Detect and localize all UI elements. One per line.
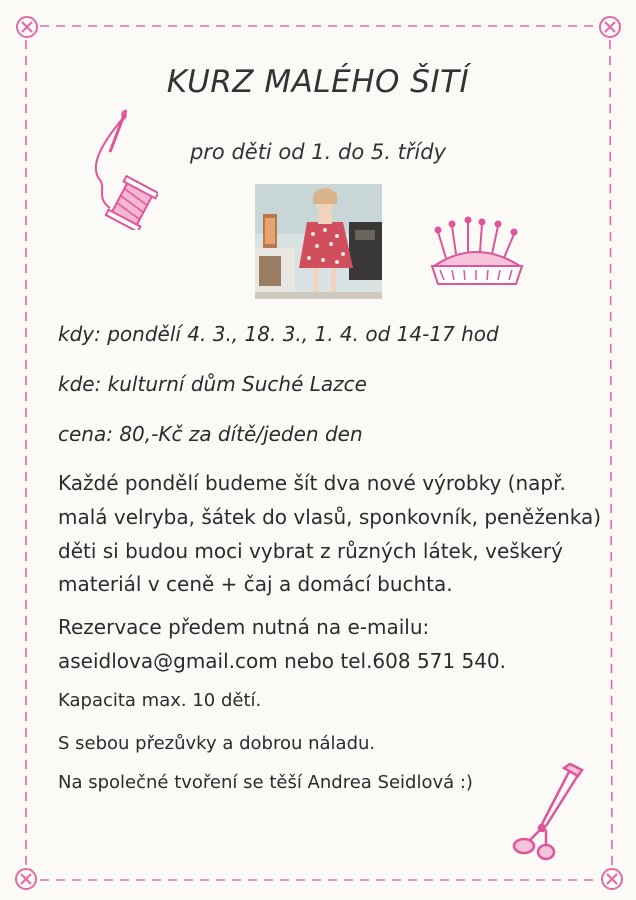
closing-text: Na společné tvoření se těší Andrea Seidlová :) [58, 772, 473, 793]
description-line: malá velryba, šátek do vlasů, sponkovník, peněženka) [58, 505, 602, 529]
contact-line: aseidlova@gmail.com nebo tel.608 571 540. [58, 649, 507, 673]
capacity-text: Kapacita max. 10 dětí. [58, 690, 262, 711]
button-corner-icon [599, 866, 625, 892]
price-text: cena: 80,-Kč za dítě/jeden den [58, 422, 363, 446]
pincushion-icon [426, 214, 528, 292]
bring-text: S sebou přezůvky a dobrou náladu. [58, 733, 376, 754]
description-line: děti si budou moci vybrat z různých látek, veškerý [58, 539, 563, 563]
button-corner-icon [597, 14, 623, 40]
button-corner-icon [14, 14, 40, 40]
description-line: Každé pondělí budeme šít dva nové výrobky (např. [58, 471, 566, 495]
button-corner-icon [13, 866, 39, 892]
page-title: KURZ MALÉHO ŠITÍ [166, 64, 470, 100]
reservation-line: Rezervace předem nutná na e-mailu: [58, 615, 430, 639]
scissors-icon [506, 762, 586, 862]
doll-photo [255, 184, 382, 299]
subtitle: pro děti od 1. do 5. třídy [189, 140, 447, 164]
description-line: materiál v ceně + čaj a domácí buchta. [58, 572, 453, 596]
venue-text: kde: kulturní dům Suché Lazce [58, 372, 367, 396]
schedule-text: kdy: pondělí 4. 3., 18. 3., 1. 4. od 14-17 hod [58, 322, 499, 346]
needle-thread-icon [88, 108, 158, 230]
